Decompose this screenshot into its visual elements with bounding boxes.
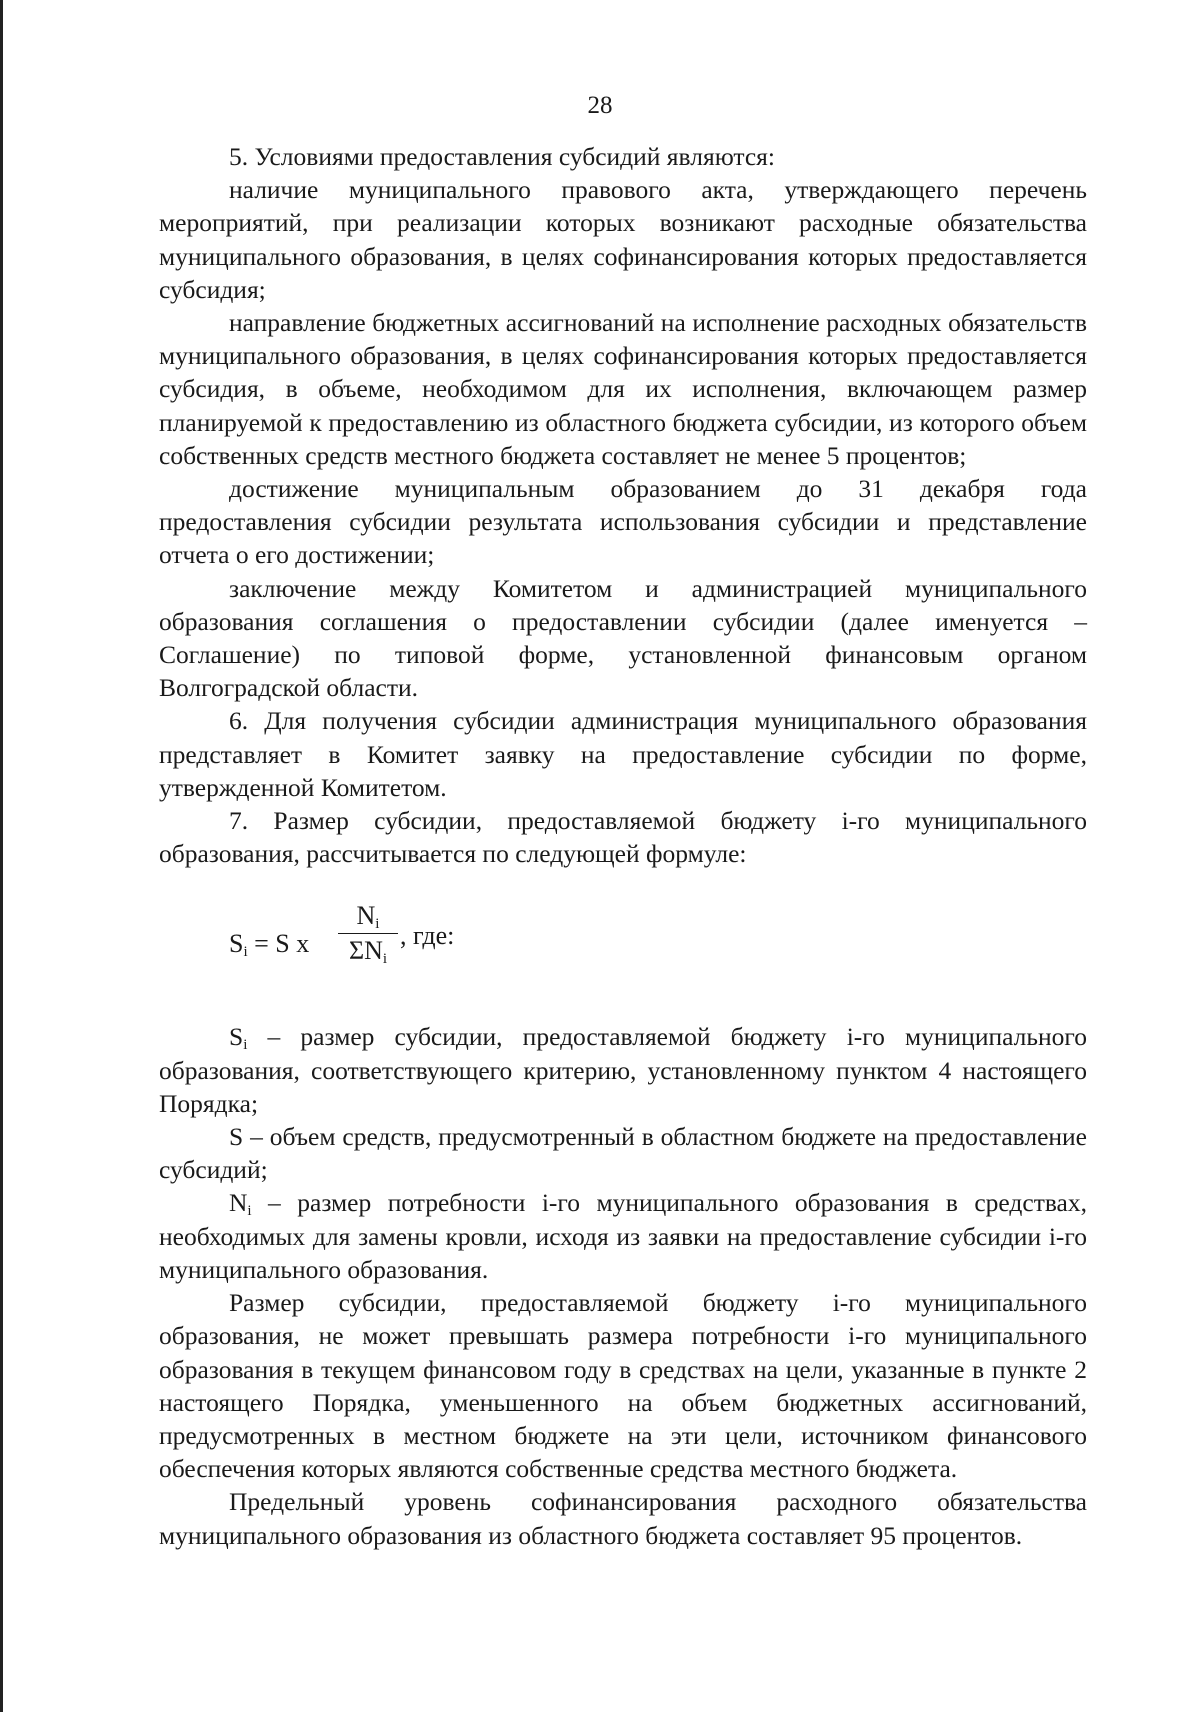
paragraph-application: 6. Для получения субсидии администрация муниципального образования представляет в Комитет заявку на предоставление субсидии по форме, утвержденной Комитетом. xyxy=(159,706,1087,802)
formula-numerator xyxy=(338,900,398,934)
paragraph-result-achievement: достижение муниципальным образованием до 31 декабря года предоставления субсидии результата использования субсидии и представление отчета о его достижении; xyxy=(159,474,1087,570)
definition-ni-text: – размер потребности i-го муниципального образования в средствах, необходимых для замены кровли, исходя из заявки на предоставление субсидии i-го муниципального образования. xyxy=(159,1188,1087,1284)
paragraph-cofinancing-level: Предельный уровень софинансирования расходного обязательства муниципального образования из областного бюджета составляет 95 процентов. xyxy=(159,1487,1087,1550)
formula-denominator xyxy=(338,934,398,968)
paragraph-agreement: заключение между Комитетом и администрацией муниципального образования соглашения о предоставлении субсидии (далее именуется – Соглашение) по типовой форме, установленной финансовым органом Волгоградской области. xyxy=(159,573,1087,703)
paragraph-subsidy-limit: Размер субсидии, предоставляемой бюджету i-го муниципального образования, не может превышать размера потребности i-го муниципального образования в текущем финансовом году в средствах на цели, указанные в пункте 2 настоящего Порядка, уменьшенного на объем бюджетных ассигнований, предусмотренных в местном бюджете на эти цели, источником финансового обеспечения которых являются собственные средства местного бюджета. xyxy=(159,1288,1087,1484)
paragraph-legal-act: наличие муниципального правового акта, утверждающего перечень мероприятий, при реализации которых возникают расходные обязательства муниципального образования, в целях софинансирования которых предоставляется субсидия; xyxy=(159,175,1087,304)
formula-numerator-symbol: N xyxy=(356,901,376,931)
paragraph-conditions-heading: 5. Условиями предоставления субсидий являются: xyxy=(229,142,775,171)
formula-denominator-subscript: i xyxy=(382,951,388,968)
definition-si-text: – размер субсидии, предоставляемой бюджету i-го муниципального образования, соответствующего критерию, установленному пунктом 4 настоящего Порядка; xyxy=(159,1022,1087,1118)
definition-ni xyxy=(159,1186,1087,1286)
scan-edge xyxy=(0,0,3,1712)
page-number: 28 xyxy=(587,92,613,119)
definition-si xyxy=(159,1020,1087,1120)
formula-numerator-subscript: i xyxy=(375,916,380,933)
definition-ni-subscript: i xyxy=(247,1203,252,1220)
formula-denominator-symbol: ΣN xyxy=(348,936,383,966)
definition-ni-symbol: N xyxy=(229,1188,248,1218)
formula-equals-s-times: = S x xyxy=(247,929,316,959)
formula-fraction xyxy=(338,900,398,968)
formula-left-side xyxy=(229,927,316,960)
definition-si-symbol: S xyxy=(229,1022,244,1052)
paragraph-formula-intro: 7. Размер субсидии, предоставляемой бюджету i-го муниципального образования, рассчитывается по следующей формуле: xyxy=(159,806,1087,869)
subsidy-formula xyxy=(159,870,1087,1020)
definition-s: S – объем средств, предусмотренный в областном бюджете на предоставление субсидий; xyxy=(159,1122,1087,1185)
document-body xyxy=(159,140,1087,1552)
formula-where: , где: xyxy=(400,921,455,951)
formula-si-symbol: S xyxy=(229,929,244,959)
definition-si-subscript: i xyxy=(243,1037,248,1054)
paragraph-budget-allocations: направление бюджетных ассигнований на исполнение расходных обязательств муниципального образования, в целях софинансирования которых предоставляется субсидия, в объеме, необходимом для их исполнения, включающем размер планируемой к предоставлению из областного бюджета субсидии, из которого объем собственных средств местного бюджета составляет не менее 5 процентов; xyxy=(159,308,1087,470)
formula-si-subscript: i xyxy=(243,944,248,961)
